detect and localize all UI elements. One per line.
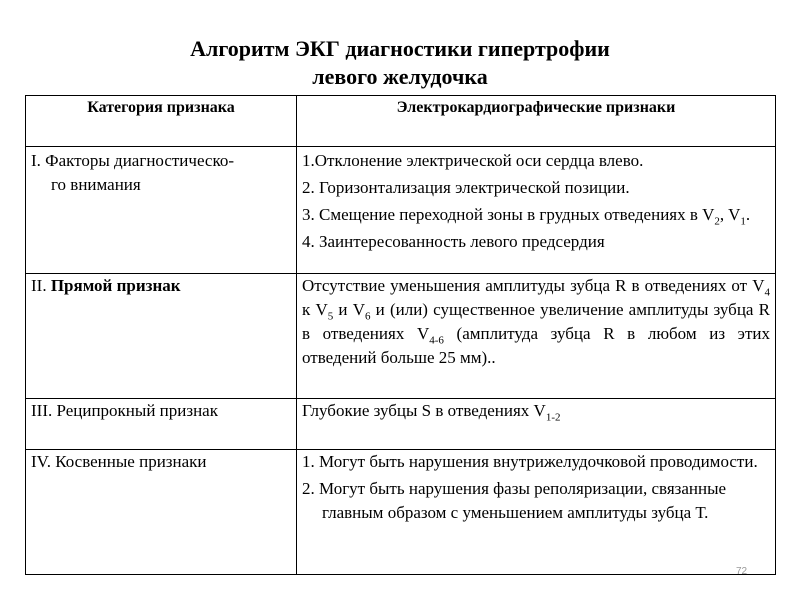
row1-item3-sub2: 1 [740,215,746,228]
list-item: 2. Горизонтализация электрической позиции. [302,178,630,197]
row1-item3-text2: , V [719,205,741,224]
list-item: 1. Могут быть нарушения внутрижелудочковой проводимости. [302,452,758,471]
row2-category-num: II. [31,276,51,295]
row2-sub3: 6 [364,310,371,323]
row4-category: IV. Косвенные признаки [26,450,297,575]
row2-category [26,274,297,399]
ecg-criteria-table [25,95,776,575]
header-category: Категория признака [26,96,297,147]
row3-category: III. Реципрокный признак [26,399,297,450]
table-row [26,450,776,575]
row2-sub1: 4 [764,286,770,299]
list-item: 1.Отклонение электрической оси сердца влево. [302,151,644,170]
title-line-2: левого желудочка [312,64,488,89]
list-item: 4. Заинтересованность левого предсердия [302,232,605,251]
row2-signs [297,274,776,399]
row3-text: Глубокие зубцы S в отведениях V [302,401,546,420]
row1-item3-text: 3. Смещение переходной зоны в грудных отведениях в V [302,205,715,224]
table-row [26,274,776,399]
row2-category-label: Прямой признак [50,276,181,295]
row1-sign-list [302,149,770,254]
table-header-row [26,96,776,147]
table-row [26,399,776,450]
row2-text3: и V [333,300,365,319]
row1-category-line1: I. Факторы диагностическо- [31,151,235,170]
row4-sign-list [302,450,770,525]
row2-text1: Отсутствие уменьшения амплитуды зубца R в отведениях от V [302,276,765,295]
row3-signs [297,399,776,450]
row4-signs [297,450,776,575]
row2-sub4: 4-6 [429,334,444,347]
header-signs: Электрокардиографические признаки [297,96,776,147]
list-item: 2. Могут быть нарушения фазы реполяризации, связанные главным образом с уменьшением амплитуды зубца Т. [302,479,727,522]
row2-text2: к V [302,300,328,319]
page-number: 72 [736,566,748,577]
row3-sub1: 1-2 [545,411,561,424]
page-title [0,35,800,91]
row1-signs [297,147,776,274]
row1-category [26,147,297,274]
row1-item3-text3: . [745,205,751,224]
table-row [26,147,776,274]
row2-text4: и (или) существенное увеличение амплитуды зубца R в отведениях V [302,300,771,343]
row1-category-line2: го внимания [51,175,141,194]
row2-sub2: 5 [327,310,334,323]
title-line-1: Алгоритм ЭКГ диагностики гипертрофии [190,36,610,61]
row1-item3-sub1: 2 [714,215,720,228]
row2-text5: (амплитуда зубца R в любом из этих отведений больше 25 мм).. [302,324,770,367]
list-item [302,203,770,227]
